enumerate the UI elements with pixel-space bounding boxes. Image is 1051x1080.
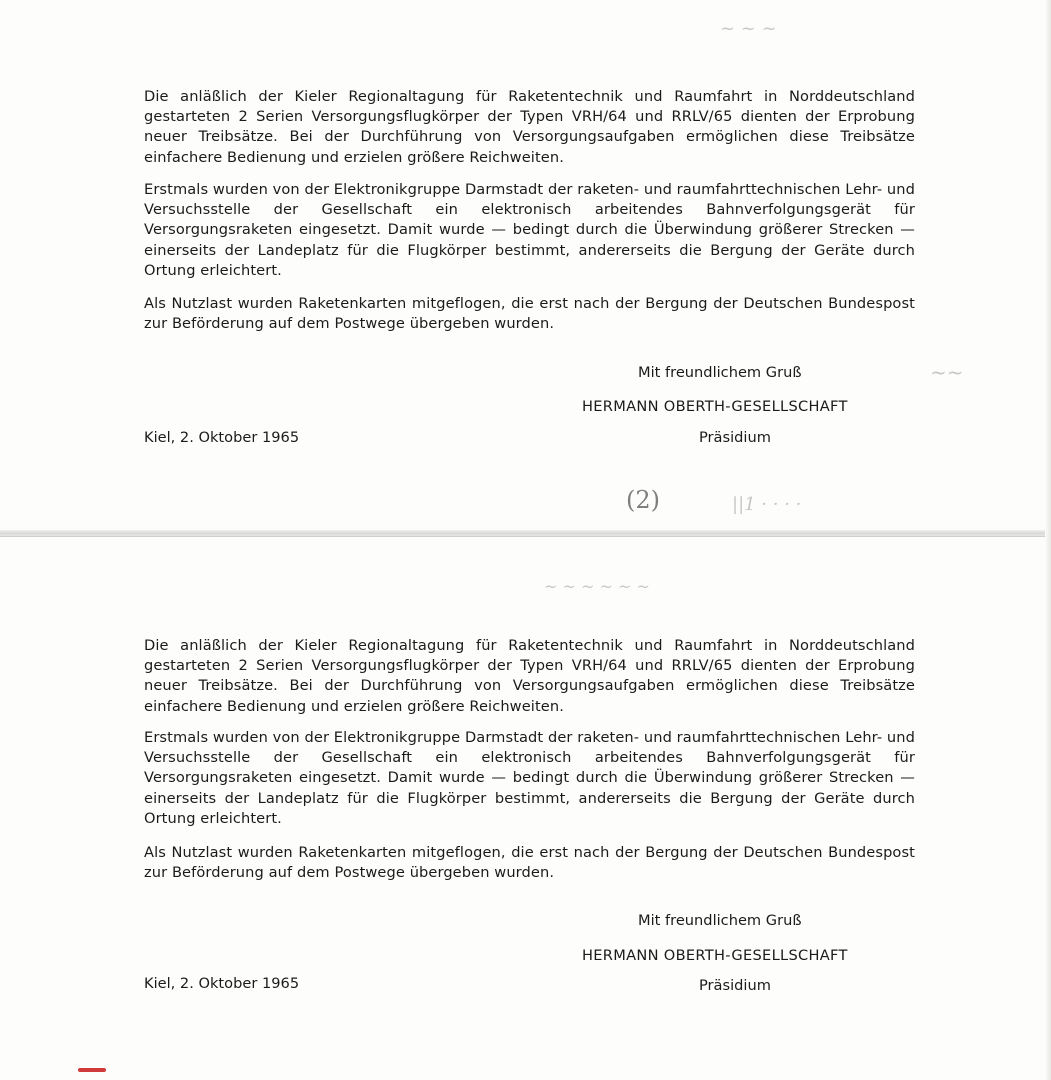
paragraph-tracking: Erstmals wurden von der Elektronikgruppe Darmstadt der raketen- und raumfahrttechnischen Lehr- und Versuchsstelle der Gesellschaft ein elektronisch arbeitendes Bahnverfolgungsgerät für Versorgungsraketen eingesetzt. Damit wurde — bedingt durch die Überwindung größerer Strecken — einerseits der Landeplatz für die Flugkörper bestimmt, andererseits die Bergung der Geräte durch Ortung erleichtert. (144, 181, 915, 279)
faded-stamp-scribble: ~ ~ ~ ~ ~ ~ (544, 577, 650, 596)
red-ink-mark (78, 1068, 106, 1072)
organization-name: HERMANN OBERTH-GESELLSCHAFT (582, 947, 848, 964)
paragraph-tracking: Erstmals wurden von der Elektronikgruppe Darmstadt der raketen- und raumfahrttechnischen Lehr- und Versuchsstelle der Gesellschaft ein elektronisch arbeitendes Bahnverfolgungsgerät für Versorgungsraketen eingesetzt. Damit wurde — bedingt durch die Überwindung größerer Strecken — einerseits der Landeplatz für die Flugkörper bestimmt, andererseits die Bergung der Geräte durch Ortung erleichtert. (144, 729, 915, 827)
place-date: Kiel, 2. Oktober 1965 (144, 429, 300, 446)
paragraph-intro: Die anläßlich der Kieler Regionaltagung für Raketentechnik und Raumfahrt in Norddeutschland gestarteten 2 Serien Versorgungsflugkörper der Typen VRH/64 und RRLV/65 dienten der Erprobung neuer Treibsätze. Bei der Durchführung von Versorgungsaufgaben ermöglichen diese Treibsätze einfachere Bedienung und erzielen größere Reichweiten. (144, 637, 915, 715)
paragraph-payload: Als Nutzlast wurden Raketenkarten mitgeflogen, die erst nach der Bergung der Deutschen Bundespost zur Beförderung auf dem Postwege übergeben wurden. (144, 295, 915, 333)
paragraph-payload: Als Nutzlast wurden Raketenkarten mitgeflogen, die erst nach der Bergung der Deutschen Bundespost zur Beförderung auf dem Postwege übergeben wurden. (144, 844, 915, 882)
greeting: Mit freundlichem Gruß (638, 364, 802, 381)
board-title: Präsidium (699, 977, 771, 994)
paragraph-intro: Die anläßlich der Kieler Regionaltagung für Raketentechnik und Raumfahrt in Norddeutschland gestarteten 2 Serien Versorgungsflugkörper der Typen VRH/64 und RRLV/65 dienten der Erprobung neuer Treibsätze. Bei der Durchführung von Versorgungsaufgaben ermöglichen diese Treibsätze einfachere Bedienung und erzielen größere Reichweiten. (144, 88, 915, 166)
faded-pencil-scribble: ||1 · · · · (732, 494, 802, 515)
organization-name: HERMANN OBERTH-GESELLSCHAFT (582, 398, 848, 415)
rocket-mail-card-top (0, 0, 1045, 530)
faded-pencil-scribble: ~~ (930, 360, 964, 384)
place-date: Kiel, 2. Oktober 1965 (144, 975, 300, 992)
handwritten-number-mark: (2) (626, 486, 660, 514)
board-title: Präsidium (699, 429, 771, 446)
greeting: Mit freundlichem Gruß (638, 912, 802, 929)
scan-edge-shadow (1045, 0, 1051, 1080)
faded-pencil-scribble: ~ ~ ~ (720, 18, 777, 39)
rocket-mail-card-bottom (0, 536, 1045, 1080)
